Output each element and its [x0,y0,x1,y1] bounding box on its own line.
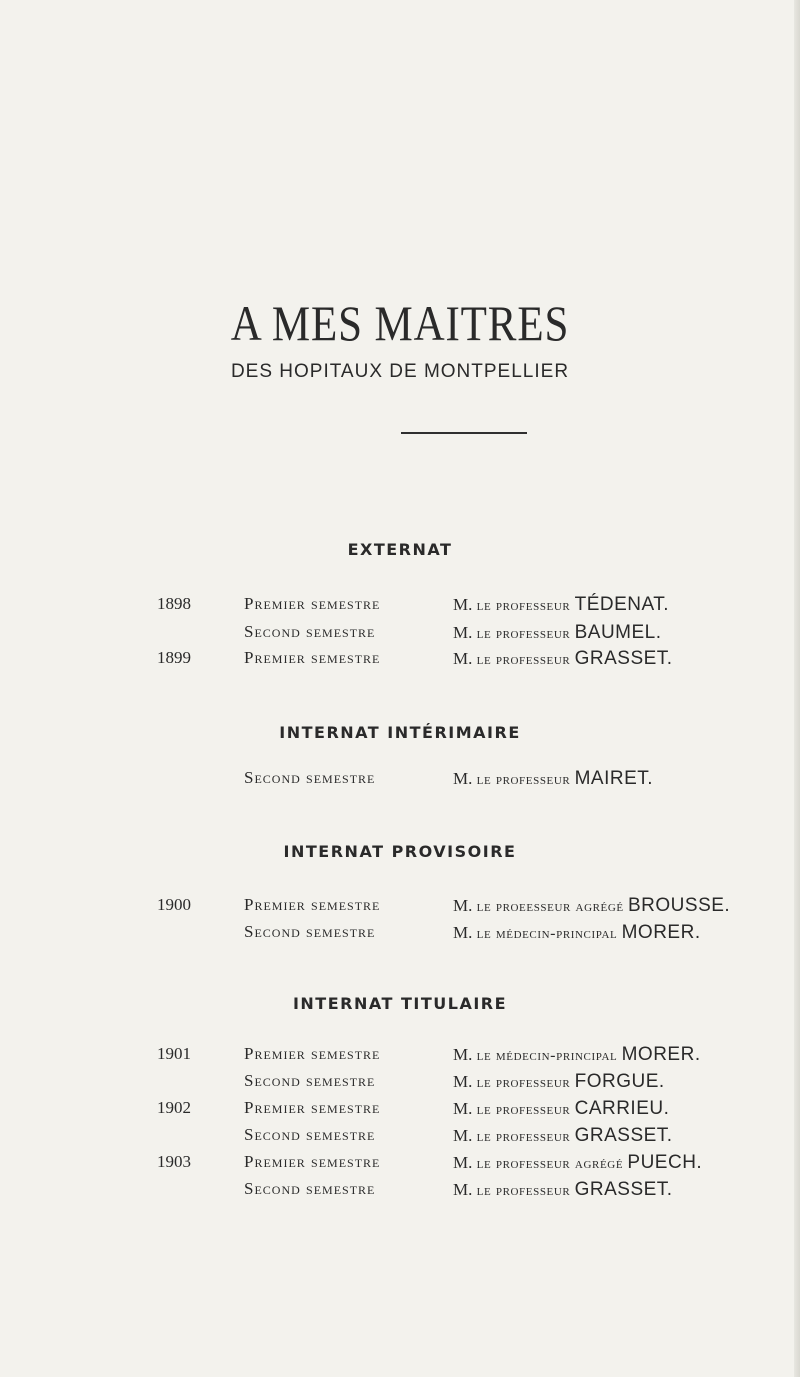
semester-label: Second semestre [244,622,376,641]
professor-name: MAIRET. [574,768,654,789]
professor-entry [453,648,673,670]
professor-entry [453,1071,665,1093]
table-row [0,594,800,620]
role-label: le professeur [476,597,571,614]
section-title-externat: EXTERNAT [347,540,453,559]
section-title-internat-titulaire: INTERNAT TITULAIRE [292,994,508,1013]
professor-name: GRASSET. [574,648,673,669]
professor-name: TÉDENAT. [574,594,670,615]
table-row [0,1152,800,1178]
table-row [0,1098,800,1124]
table-row [0,622,800,648]
divider-rule [401,432,527,434]
title-prefix: M. [453,649,473,668]
year-label: 1900 [157,895,191,914]
semester-label: Second semestre [244,1125,376,1144]
title-prefix: M. [453,1153,473,1172]
title-prefix: M. [453,1099,473,1118]
title-prefix: M. [453,1126,473,1145]
semester-label: Premier semestre [244,648,381,667]
year-label: 1898 [157,594,191,613]
professor-name: GRASSET. [574,1179,673,1200]
section-title-internat-interimaire: INTERNAT INTÉRIMAIRE [279,723,521,742]
professor-entry [453,922,701,944]
professor-name: PUECH. [627,1152,703,1173]
role-label: le professeur [476,1101,571,1118]
professor-entry [453,895,730,917]
semester-label: Second semestre [244,768,376,787]
title-prefix: M. [453,1072,473,1091]
section-title-internat-provisoire: INTERNAT PROVISOIRE [283,842,517,861]
year-label: 1903 [157,1152,191,1171]
professor-name: MORER. [621,922,701,943]
table-row [0,1071,800,1097]
title-prefix: M. [453,1045,473,1064]
role-label: le proeesseur agrégé [476,898,624,915]
year-label: 1902 [157,1098,191,1117]
professor-entry [453,1152,702,1174]
professor-entry [453,594,669,616]
title-prefix: M. [453,623,473,642]
semester-label: Second semestre [244,1071,376,1090]
semester-label: Premier semestre [244,1044,381,1063]
professor-name: MORER. [621,1044,701,1065]
professor-name: FORGUE. [574,1071,665,1092]
professor-entry [453,1125,673,1147]
professor-entry [453,622,662,644]
semester-label: Premier semestre [244,895,381,914]
professor-name: GRASSET. [574,1125,673,1146]
title-prefix: M. [453,923,473,942]
table-row [0,1044,800,1070]
role-label: le professeur [476,651,571,668]
professor-name: CARRIEU. [574,1098,670,1119]
title-prefix: M. [453,595,473,614]
page-subtitle: DES HOPITAUX DE MONTPELLIER [230,361,570,382]
title-prefix: M. [453,896,473,915]
table-row [0,1125,800,1151]
year-label: 1899 [157,648,191,667]
role-label: le médecin-principal [476,1047,618,1064]
professor-entry [453,1098,669,1120]
semester-label: Premier semestre [244,1152,381,1171]
role-label: le professeur [476,625,571,642]
professor-name: BROUSSE. [628,895,731,916]
role-label: le professeur [476,1074,571,1091]
role-label: le professeur agrégé [476,1155,624,1172]
role-label: le professeur [476,771,571,788]
table-row [0,648,800,674]
table-row [0,768,800,794]
page-title: A MES MAITRES [230,295,570,351]
professor-name: BAUMEL. [574,622,662,643]
role-label: le médecin-principal [476,925,618,942]
table-row [0,922,800,948]
semester-label: Second semestre [244,922,376,941]
title-prefix: M. [453,1180,473,1199]
role-label: le professeur [476,1182,571,1199]
table-row [0,1179,800,1205]
professor-entry [453,768,653,790]
title-prefix: M. [453,769,473,788]
role-label: le professeur [476,1128,571,1145]
table-row [0,895,800,921]
semester-label: Second semestre [244,1179,376,1198]
year-label: 1901 [157,1044,191,1063]
professor-entry [453,1179,673,1201]
semester-label: Premier semestre [244,594,381,613]
semester-label: Premier semestre [244,1098,381,1117]
professor-entry [453,1044,701,1066]
